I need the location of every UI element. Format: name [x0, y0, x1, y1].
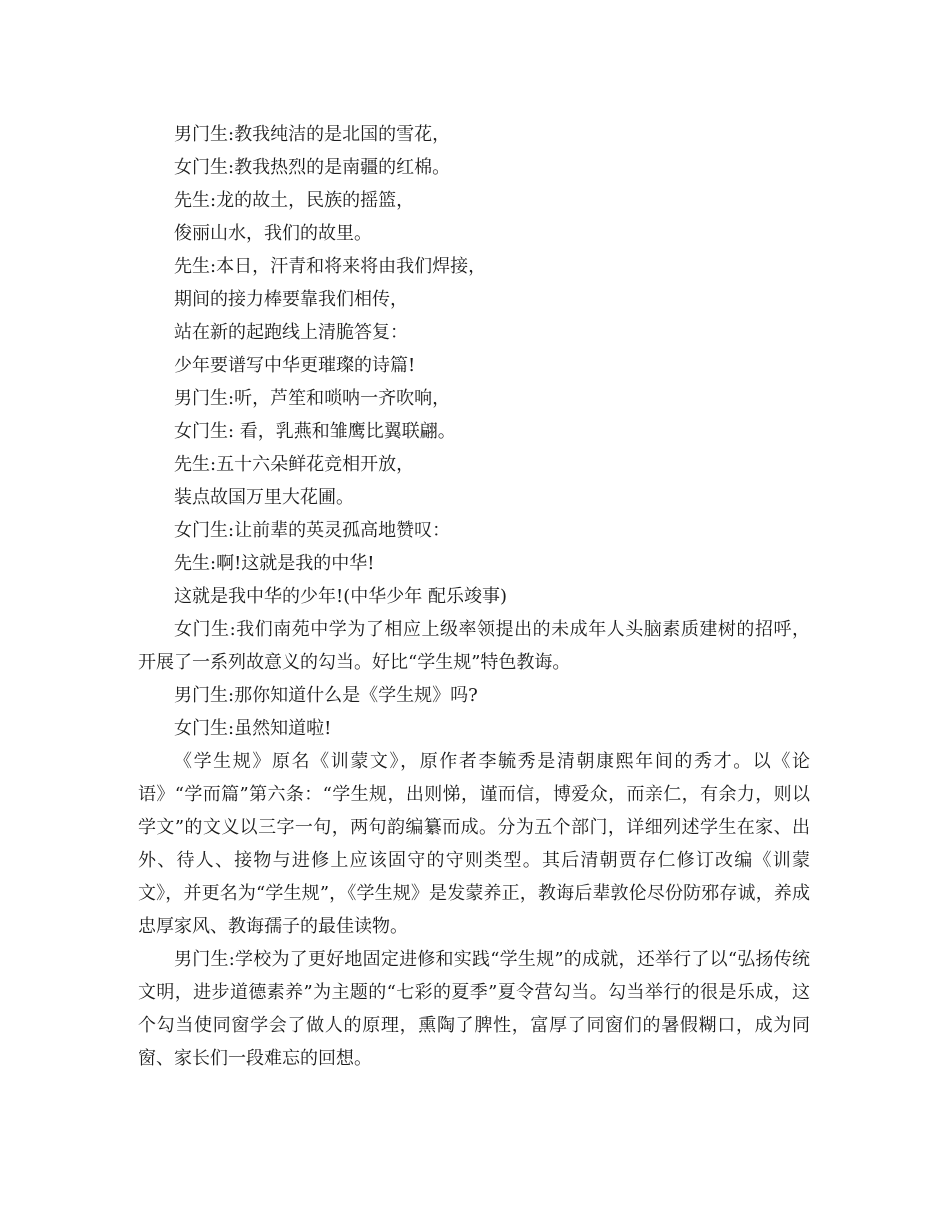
dialogue-line: 女门生:教我热烈的是南疆的红棉。: [174, 157, 451, 178]
dialogue-line: 期间的接力棒要靠我们相传，: [174, 289, 408, 310]
dialogue-line: 男门生:那你知道什么是《学生规》吗?: [174, 685, 478, 706]
dialogue-line: 女门生:虽然知道啦!: [174, 718, 332, 739]
dialogue-line: 男门生:听，芦笙和唢呐一齐吹响，: [174, 388, 451, 409]
document-body: [138, 118, 810, 1075]
dialogue-line: 先生:龙的故土，民族的摇篮，: [174, 190, 415, 211]
body-paragraph: 男门生:学校为了更好地固定进修和实践“学生规”的成就，还举行了以“弘扬传统文明，进步道德素养”为主题的“七彩的夏季”夏令营勾当。勾当举行的很是乐成，这个勾当使同窗学会了做人的原理，熏陶了脾性，富厚了同窗们的暑假糊口，成为同窗、家长们一段难忘的回想。: [138, 949, 810, 1069]
dialogue-line: 女门生:让前辈的英灵孤高地赞叹：: [174, 520, 451, 541]
dialogue-line: 先生:啊!这就是我的中华!: [174, 553, 375, 574]
dialogue-line: 这就是我中华的少年!(中华少年 配乐竣事): [174, 586, 507, 607]
dialogue-line: 俊丽山水，我们的故里。: [174, 223, 372, 244]
dialogue-line: 先生:五十六朵鲜花竞相开放，: [174, 454, 415, 475]
dialogue-line: 女门生: 看，乳燕和雏鹰比翼联翩。: [174, 421, 456, 442]
dialogue-line: 男门生:教我纯洁的是北国的雪花，: [174, 124, 451, 145]
dialogue-line: 先生:本日，汗青和将来将由我们焊接，: [174, 256, 487, 277]
body-paragraph: 《学生规》原名《训蒙文》，原作者李毓秀是清朝康熙年间的秀才。以《论语》“学而篇”第六条：“学生规，出则悌，谨而信，博爱众，而亲仁，有余力，则以学文”的文义以三字一句，两句韵编纂而成。分为五个部门，详细列述学生在家、出外、待人、接物与进修上应该固守的守则类型。其后清朝贾存仁修订改编《训蒙文》，并更名为“学生规”，《学生规》是发蒙养正，教诲后辈敦伦尽份防邪存诚，养成忠厚家风、教诲孺子的最佳读物。: [138, 751, 810, 937]
dialogue-line: 少年要谱写中华更璀璨的诗篇!: [174, 355, 416, 376]
dialogue-line: 站在新的起跑线上清脆答复：: [174, 322, 408, 343]
body-paragraph: 女门生:我们南苑中学为了相应上级率领提出的未成年人头脑素质建树的招呼，开展了一系列故意义的勾当。好比“学生规”特色教诲。: [138, 619, 810, 673]
dialogue-line: 装点故国万里大花圃。: [174, 487, 354, 508]
